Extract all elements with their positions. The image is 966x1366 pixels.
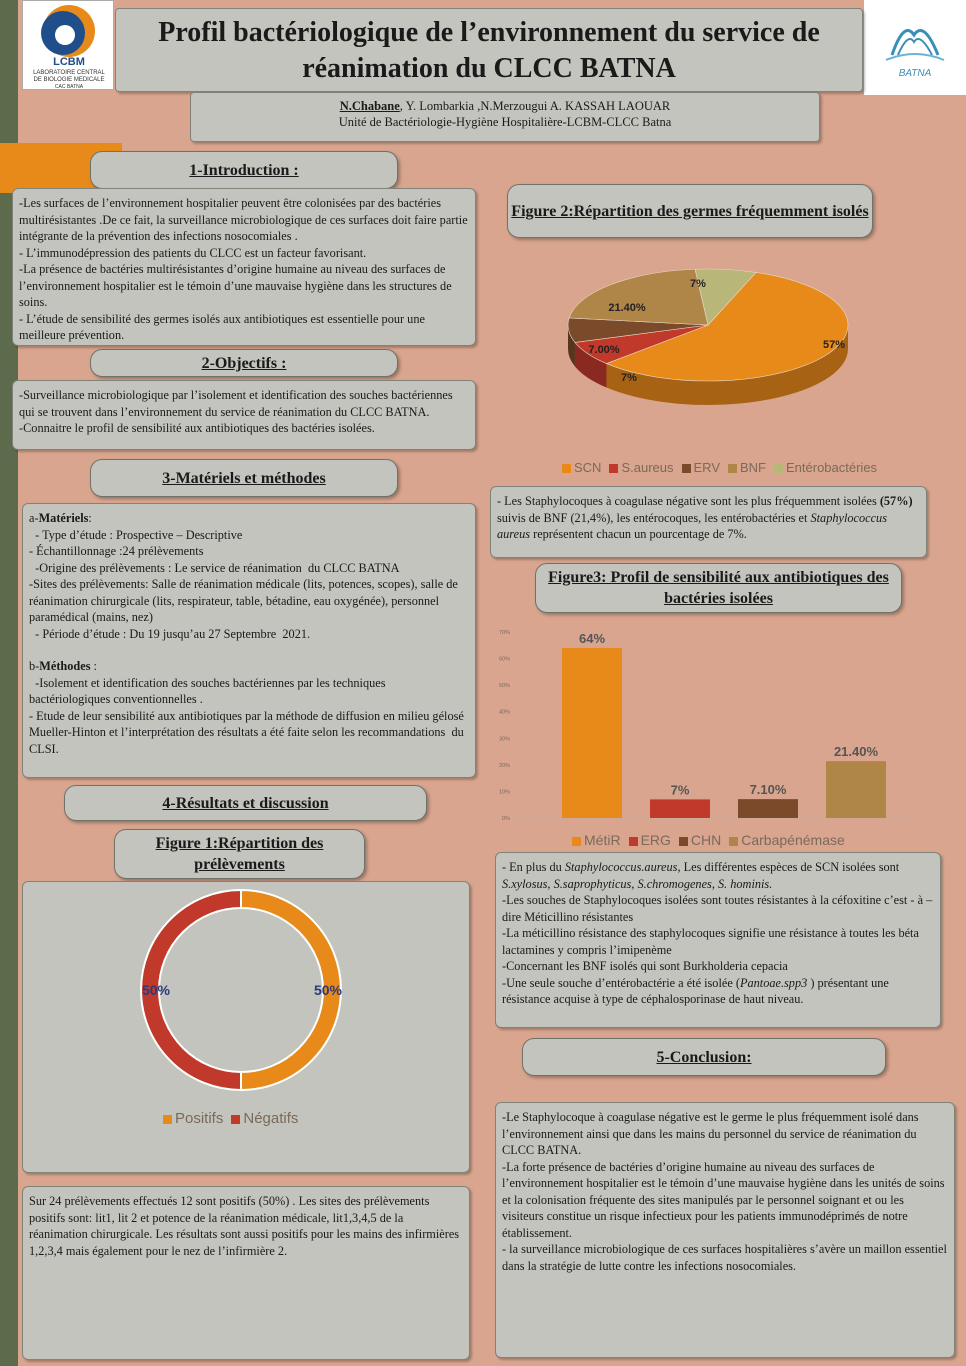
fig2-heading bbox=[507, 184, 873, 238]
fig1-heading bbox=[114, 829, 365, 879]
batna-logo bbox=[864, 0, 966, 95]
conclusion-heading bbox=[522, 1038, 886, 1076]
fig3-heading-text: Figure3: Profil de sensibilité aux antibiotiques des bactéries isolées bbox=[548, 569, 889, 607]
fig2-caption-p5: représentent chacun un pourcentage de 7%. bbox=[530, 527, 747, 541]
fig3-ytick-4: 40% bbox=[498, 709, 510, 716]
fig1-legend-positifs-label: Positifs bbox=[175, 1110, 224, 1127]
conclusion-line-3: - la surveillance microbiologique de ces surfaces hospitalières s’avère un maillon essentiel dans la stratégie de lutte contre les infections nosocomiales. bbox=[502, 1242, 947, 1273]
fig3-ytick-1: 10% bbox=[498, 789, 510, 796]
fig1-label-negatifs: 50% bbox=[141, 982, 171, 998]
fig3-bar-label-2: 7.10% bbox=[749, 782, 787, 798]
title-box bbox=[115, 8, 863, 92]
fig3-legend-chn bbox=[679, 832, 721, 848]
fig1-legend bbox=[163, 1110, 298, 1127]
a-prefix: a- bbox=[29, 511, 39, 525]
methodes-heading-text: 3-Matériels et méthodes bbox=[162, 469, 326, 487]
fig2-legend-scn bbox=[562, 460, 601, 475]
fig3-caption-l1c: , Les différentes espèces de SCN isolées sont bbox=[677, 860, 900, 874]
fig3-legend-erg bbox=[629, 832, 671, 848]
fig2-label-enterobacteries: 7% bbox=[690, 278, 706, 290]
fig3-legend-metir-label: MétiR bbox=[584, 832, 621, 848]
fig1-label-positifs: 50% bbox=[313, 982, 343, 998]
fig3-legend-metir bbox=[572, 832, 621, 848]
fig2-legend-bnf-label: BNF bbox=[740, 460, 766, 475]
fig2-caption-p2: (57%) bbox=[879, 494, 913, 508]
logo-line3: DE BIOLOGIE MEDICALE bbox=[33, 77, 105, 83]
fig1-legend-negatifs-label: Négatifs bbox=[243, 1110, 299, 1127]
fig3-legend-chn-label: CHN bbox=[690, 832, 722, 848]
resultats-heading-text: 4-Résultats et discussion bbox=[162, 794, 329, 812]
fig3-caption-l5b: Pantoae.spp3 bbox=[739, 975, 808, 990]
fig2-pie-slice-3 bbox=[569, 269, 708, 325]
intro-line-1: -Les surfaces de l’environnement hospitalier peuvent être colonisées par des bactéries multirésistantes .De ce fait, la surveillance microbiologique de ces surfaces doit faire partie intégrante de la prévention des infections nosocomiales . bbox=[19, 196, 468, 243]
fig2-caption-p3: suivis de BNF (21,4%), les entérocoques, les entérobactéries et bbox=[497, 510, 811, 525]
fig1-legend-negatifs bbox=[231, 1110, 298, 1127]
fig2-caption-p4: Staphylococcus aureus bbox=[497, 510, 887, 541]
fig3-chart-area bbox=[490, 620, 930, 855]
intro-heading-text: 1-Introduction : bbox=[189, 161, 299, 179]
fig3-legend-carbapenemase-label: Carbapénémase bbox=[741, 832, 845, 848]
methodes-line-1: -Isolement et identification des souches bactériennes par les techniques bactériologiques conventionnelles . bbox=[29, 675, 389, 706]
fig2-caption-p1: - Les Staphylocoques à coagulase négative sont les plus fréquemment isolées bbox=[497, 494, 880, 508]
fig3-ytick-5: 50% bbox=[498, 683, 510, 690]
fig1-chart-box bbox=[22, 881, 470, 1173]
logo-line4: CAC BATNA bbox=[54, 84, 84, 90]
fig2-legend-saureus bbox=[609, 460, 673, 475]
fig3-bar-chart bbox=[490, 620, 930, 825]
fig3-bar-0 bbox=[562, 648, 622, 818]
fig1-heading-text: Figure 1:Répartition des prélèvements bbox=[155, 835, 324, 873]
intro-box bbox=[12, 188, 476, 346]
other-authors: , Y. Lombarkia ,N.Merzougui A. KASSAH LAOUAR bbox=[399, 99, 671, 113]
materiels-title: a-Matériels: bbox=[29, 511, 92, 525]
intro-line-4: - L’étude de sensibilité des germes isolés aux antibiotiques est essentielle pour une meilleure prévention. bbox=[19, 311, 425, 342]
fig3-caption-l5a: -Une seule souche d’entérobactérie a été isolée ( bbox=[502, 975, 740, 990]
methodes-heading bbox=[90, 459, 398, 497]
fig3-caption-line-5 bbox=[502, 975, 934, 1008]
fig2-chart-area bbox=[490, 245, 930, 485]
objectifs-heading bbox=[90, 349, 398, 377]
authors-line bbox=[191, 98, 819, 114]
fig3-ytick-7: 70% bbox=[498, 630, 510, 636]
conclusion-line-1: -Le Staphylocoque à coagulase négative est le germe le plus fréquemment isolé dans l’environnement ainsi que dans les mains du personnel du service de réanimation du CLCC BATNA. bbox=[502, 1110, 919, 1157]
fig3-caption-line-3: -La méticillino résistance des staphylocoques signifie une résistance à toutes les béta lactamines y compris l’imipenème bbox=[502, 926, 919, 957]
b-prefix: b- bbox=[29, 659, 40, 673]
fig2-caption-box bbox=[490, 486, 927, 558]
logo-lcbm-text: LCBM bbox=[53, 56, 85, 68]
fig2-legend-erv-label: ERV bbox=[693, 460, 720, 475]
fig2-legend-enterobacteries bbox=[774, 460, 877, 475]
fig3-ytick-3: 30% bbox=[498, 736, 510, 743]
materiels-line-4: -Sites des prélèvements: Salle de réanimation médicale (lits, potences, scopes), salle de réanimation chirurgicale (lits, respirateur, table, bétadine, eau oxygénée), personnel paramédical (mains, nez) bbox=[29, 577, 461, 624]
methodes-title: b-Méthodes : bbox=[29, 659, 97, 673]
fig2-heading-text: Figure 2:Répartition des germes fréquemment isolés bbox=[511, 202, 869, 220]
fig3-bar-1 bbox=[650, 799, 710, 818]
a-title: Matériels bbox=[38, 511, 89, 525]
materiels-line-3: -Origine des prélèvements : Le service de réanimation du CLCC BATNA bbox=[29, 560, 400, 575]
fig3-legend-carbapenemase bbox=[729, 832, 845, 848]
materiels-line-1: - Type d’étude : Prospective – Descriptive bbox=[29, 527, 243, 542]
objectifs-line-1: -Surveillance microbiologique par l’isolement et identification des souches bactériennes qui se trouvent dans l’environnement du service de réanimation du CLCC BATNA. bbox=[19, 388, 453, 419]
fig1-caption: Sur 24 prélèvements effectués 12 sont positifs (50%) . Les sites des prélèvements positifs sont: lit1, lit 2 et potence de la réanimation médicale, lit1,3,4,5 de la réanimation chirurgicale. Les résultats sont aussi positifs pour les mains des infirmières 1,2,3,4 mais également pour le nez de l’infirmière 2. bbox=[29, 1194, 460, 1258]
fig3-ytick-6: 60% bbox=[498, 656, 510, 663]
fig2-legend bbox=[562, 460, 877, 475]
fig3-caption-box bbox=[495, 852, 941, 1028]
fig3-bar-label-1: 7% bbox=[670, 782, 690, 798]
fig3-caption-l1a: - En plus du bbox=[502, 860, 565, 874]
fig3-caption-line-4: -Concernant les BNF isolés qui sont Burkholderia cepacia bbox=[502, 959, 788, 973]
objectifs-box bbox=[12, 380, 476, 450]
fig1-donut-chart bbox=[23, 882, 469, 1172]
fig2-legend-enterobacteries-label: Entérobactéries bbox=[786, 460, 878, 475]
fig3-legend bbox=[572, 832, 845, 848]
b-title: Méthodes bbox=[39, 659, 91, 673]
fig3-bar-2 bbox=[738, 799, 798, 818]
intro-line-3: -La présence de bactéries multirésistantes d’origine humaine au niveau des surfaces de l’environnement hospitalier est le témoin d’une mauvaise hygiène dans les structures de soins. bbox=[19, 262, 452, 309]
fig3-caption-l1b: Staphylococcus.aureus bbox=[564, 860, 678, 874]
intro-line-2: - L’immunodépression des patients du CLCC est un facteur favorisant. bbox=[19, 245, 367, 260]
fig3-ytick-0: 0% bbox=[502, 816, 510, 822]
fig1-caption-box bbox=[22, 1186, 470, 1360]
methodes-box bbox=[22, 503, 476, 778]
fig3-heading bbox=[535, 563, 902, 613]
fig3-ytick-2: 20% bbox=[498, 762, 510, 769]
fig3-caption-line-1 bbox=[502, 859, 934, 892]
fig2-legend-erv bbox=[682, 460, 721, 475]
fig3-caption-l1d: S.xylosus, S.saprophyticus, S.chromogenes, S. hominis. bbox=[502, 876, 773, 891]
logo-line2: LABORATOIRE CENTRAL bbox=[33, 70, 105, 76]
resultats-heading bbox=[64, 785, 427, 821]
authors-box bbox=[190, 92, 820, 142]
fig3-caption-line-2: -Les souches de Staphylocoques isolées sont toutes résistantes à la céfoxitine c’est - à –dire Méticillino résistantes bbox=[502, 893, 933, 924]
fig3-legend-erg-label: ERG bbox=[640, 832, 671, 848]
logo-batna-text: BATNA bbox=[898, 68, 932, 79]
conclusion-line-2: -La forte présence de bactéries d’origine humaine au niveau des surfaces de l’environnement hospitalier est le témoin d’une mauvaise hygiène dans les unités de soins et la colonisation fréquente des sites manipulés par le personnel soignant et ou les visiteurs constitue un risque infectieux pour les patients immunodéprimés de notre établissement. bbox=[502, 1159, 945, 1240]
objectifs-heading-text: 2-Objectifs : bbox=[201, 354, 287, 372]
fig2-pie-chart bbox=[490, 245, 930, 455]
methodes-line-2: - Etude de leur sensibilité aux antibiotiques par la méthode de diffusion en milieu gélosé Mueller-Hinton et l’interprétation des résultats a été faite selon les recommandations du CLSI. bbox=[29, 708, 470, 756]
fig2-caption bbox=[497, 493, 920, 543]
fig2-label-erv: 7.00% bbox=[588, 344, 620, 356]
fig3-bar-3 bbox=[826, 761, 886, 818]
intro-heading bbox=[90, 151, 398, 189]
fig2-label-bnf: 21.40% bbox=[608, 302, 646, 314]
materiels-line-5: - Période d’étude : Du 19 jusqu’au 27 Septembre 2021. bbox=[29, 626, 311, 641]
fig2-label-scn: 57% bbox=[822, 339, 846, 351]
fig2-legend-saureus-label: S.aureus bbox=[621, 460, 674, 475]
fig2-label-saureus: 7% bbox=[621, 372, 637, 384]
lead-author: N.Chabane bbox=[339, 99, 400, 113]
fig3-caption-l5c: ) présentant une résistance acquise à type de céphalosporinase de haut niveau. bbox=[502, 975, 889, 1006]
fig3-bar-label-0: 64% bbox=[578, 630, 606, 646]
objectifs-line-2: -Connaitre le profil de sensibilité aux antibiotiques des bactéries isolées. bbox=[19, 421, 375, 435]
page-title: Profil bactériologique de l’environnement du service de réanimation du CLCC BATNA bbox=[158, 17, 820, 84]
conclusion-box bbox=[495, 1102, 955, 1358]
conclusion-heading-text: 5-Conclusion: bbox=[656, 1048, 752, 1066]
fig2-legend-scn-label: SCN bbox=[574, 460, 602, 475]
affiliation: Unité de Bactériologie-Hygiène Hospitalière-LCBM-CLCC Batna bbox=[338, 115, 672, 129]
fig3-bar-label-3: 21.40% bbox=[833, 744, 879, 760]
fig1-legend-positifs bbox=[163, 1110, 223, 1127]
materiels-line-2: - Échantillonnage :24 prélèvements bbox=[29, 544, 204, 558]
fig2-legend-bnf bbox=[728, 460, 766, 475]
lcbm-logo bbox=[22, 0, 114, 90]
